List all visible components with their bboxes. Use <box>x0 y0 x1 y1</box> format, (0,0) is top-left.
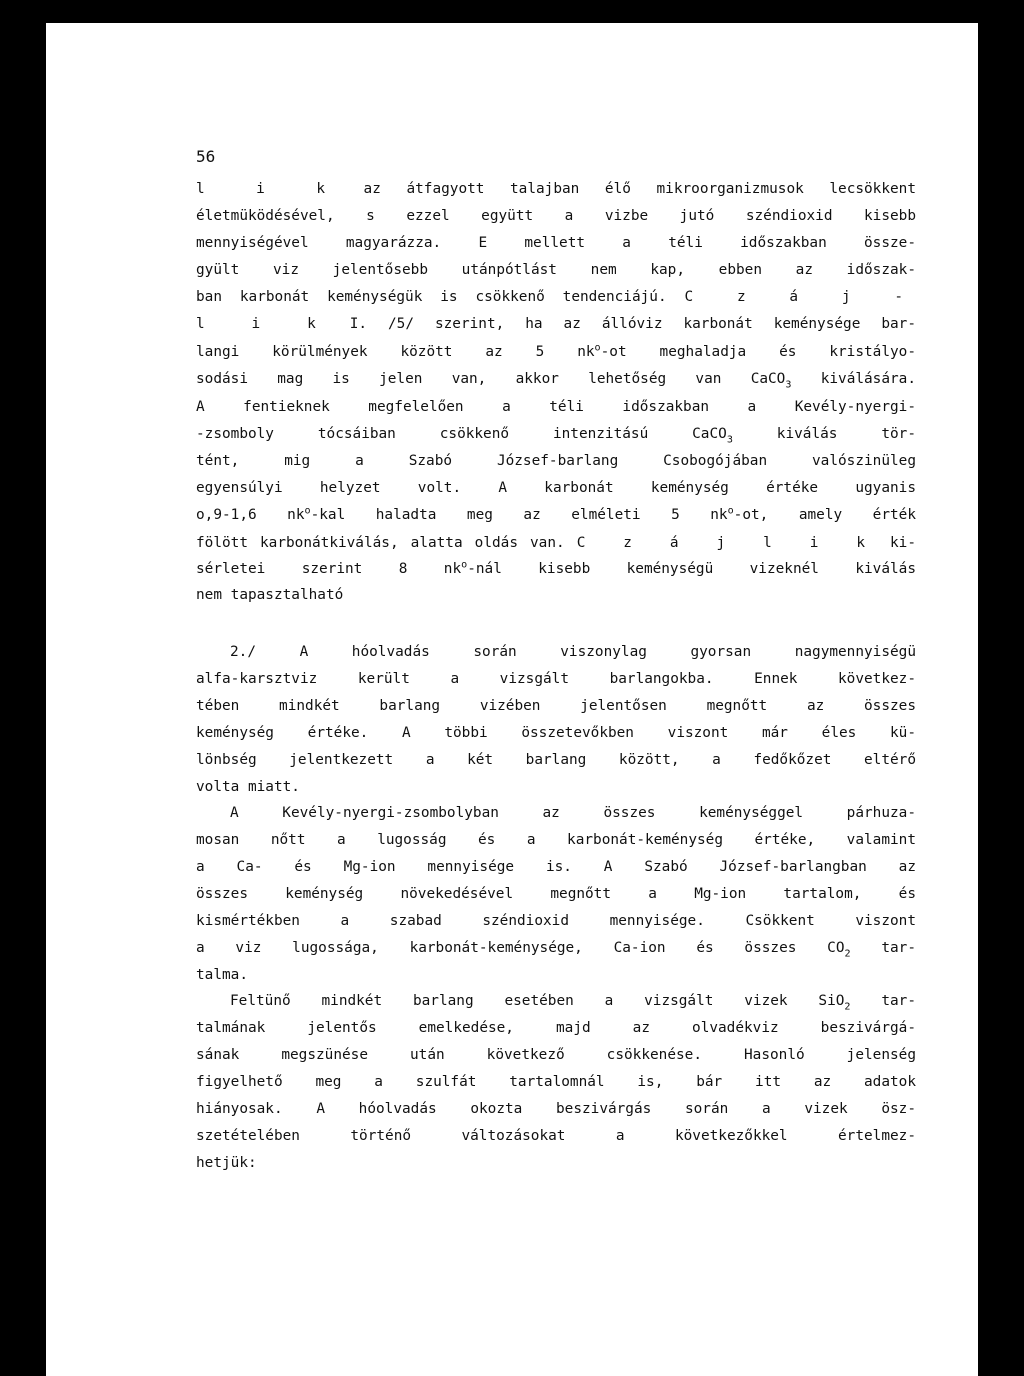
text-line <box>196 1123 916 1150</box>
superscript: o <box>594 342 601 354</box>
text-span: talma. <box>196 967 248 983</box>
text-line <box>196 1096 916 1123</box>
text-span: talmának jelentős emelkedése, majd az olvadékviz beszivárgá- <box>196 1020 916 1036</box>
text-line <box>230 988 916 1015</box>
text-span: szetételében történő változásokat a következőkkel értelmez- <box>196 1128 916 1144</box>
text-line <box>196 556 916 583</box>
page-number: 56 <box>196 147 216 166</box>
text-line <box>196 176 916 203</box>
text-line <box>196 1015 916 1042</box>
text-span: A fentieknek megfelelően a téli időszakban a Kevély-nyergi- <box>196 399 916 415</box>
text-span: keménység értéke. A többi összetevőkben viszont már éles kü- <box>196 725 916 741</box>
text-line <box>196 203 916 230</box>
text-line <box>196 935 916 962</box>
text-span: tar- <box>850 993 916 1009</box>
text-span: mennyiségével magyarázza. E mellett a téli időszakban össze- <box>196 235 916 251</box>
text-span: -nál kisebb keménységü vizeknél kiválás <box>467 561 916 577</box>
text-span: 2./ A hóolvadás során viszonylag gyorsan nagymennyiségü <box>230 644 916 660</box>
text-line <box>196 530 916 557</box>
text-span: ban karbonát keménységük is csökkenő tendenciájú. <box>196 289 685 305</box>
text-line <box>196 720 916 747</box>
spaced-author-name: C z á j - <box>684 289 916 305</box>
text-line <box>196 502 916 529</box>
subscript: 2 <box>844 1001 851 1013</box>
text-span: ki- <box>877 535 916 551</box>
text-span: o,9-1,6 nk <box>196 507 305 523</box>
spaced-author-name: l i k <box>196 316 329 332</box>
text-span: hetjük: <box>196 1155 257 1171</box>
text-span: összes keménység növekedésével megnőtt a Mg-ion tartalom, és <box>196 886 916 902</box>
text-span: -ot, amely érték <box>733 507 916 523</box>
text-span: -zsomboly tócsáiban csökkenő intenzitású CaCO <box>196 426 727 442</box>
text-line <box>196 421 916 448</box>
text-span: nem tapasztalható <box>196 587 344 603</box>
text-span: volta miatt. <box>196 779 300 795</box>
text-span: kismértékben a szabad széndioxid mennyisége. Csökkent viszont <box>196 913 916 929</box>
text-line <box>230 639 916 666</box>
subscript: 3 <box>726 434 733 446</box>
text-line <box>196 257 916 284</box>
text-span: langi körülmények között az 5 nk <box>196 344 595 360</box>
text-span: hiányosak. A hóolvadás okozta beszivárgás során a vizek ösz- <box>196 1101 916 1117</box>
text-span: kiválás tör- <box>732 426 916 442</box>
subscript: 3 <box>785 379 792 391</box>
text-span: tében mindkét barlang vizében jelentősen megnőtt az összes <box>196 698 916 714</box>
text-span: mosan nőtt a lugosság és a karbonát-keménység értéke, valamint <box>196 832 916 848</box>
text-span: tént, mig a Szabó József-barlang Csobogójában valószinüleg <box>196 453 916 469</box>
spaced-author-name: C z á j l i k <box>576 535 878 551</box>
text-span: fölött karbonátkiválás, alatta oldás van. <box>196 535 577 551</box>
text-line <box>196 774 300 801</box>
text-line <box>196 1150 257 1177</box>
text-line <box>196 311 916 338</box>
superscript: o <box>304 505 311 517</box>
text-span: az átfagyott talajban élő mikroorganizmusok lecsökkent <box>337 181 917 197</box>
text-line <box>196 448 916 475</box>
text-line <box>230 800 916 827</box>
text-line <box>196 908 916 935</box>
text-span: tar- <box>850 940 916 956</box>
text-span: a Ca- és Mg-ion mennyisége is. A Szabó József-barlangban az <box>196 859 916 875</box>
text-line <box>196 394 916 421</box>
text-span: sérletei szerint 8 nk <box>196 561 462 577</box>
text-line <box>196 1069 916 1096</box>
text-line <box>196 827 916 854</box>
text-line <box>196 881 916 908</box>
text-line <box>196 284 916 311</box>
text-span: I. /5/ szerint, ha az állóviz karbonát keménysége bar- <box>328 316 916 332</box>
text-line <box>196 1042 916 1069</box>
text-span: alfa-karsztviz került a vizsgált barlangokba. Ennek következ- <box>196 671 916 687</box>
text-line <box>196 747 916 774</box>
text-line <box>196 366 916 393</box>
text-line <box>196 475 916 502</box>
text-span: egyensúlyi helyzet volt. A karbonát keménység értéke ugyanis <box>196 480 916 496</box>
text-span: sodási mag is jelen van, akkor lehetőség van CaCO <box>196 371 786 387</box>
text-line <box>196 666 916 693</box>
text-line <box>196 582 343 609</box>
text-line <box>196 962 248 989</box>
superscript: o <box>727 505 734 517</box>
text-span: a viz lugossága, karbonát-keménysége, Ca-ion és összes CO <box>196 940 845 956</box>
text-line <box>196 854 916 881</box>
text-span: életmüködésével, s ezzel együtt a vizbe jutó széndioxid kisebb <box>196 208 916 224</box>
subscript: 2 <box>844 948 851 960</box>
superscript: o <box>461 559 468 571</box>
text-span: -ot meghaladja és kristályo- <box>600 344 916 360</box>
text-span: kiválására. <box>791 371 917 387</box>
spaced-author-name: l i k <box>196 181 338 197</box>
text-span: gyült viz jelentősebb utánpótlást nem kap, ebben az időszak- <box>196 262 916 278</box>
text-span: figyelhető meg a szulfát tartalomnál is, bár itt az adatok <box>196 1074 916 1090</box>
text-span: A Kevély-nyergi-zsombolyban az összes keménységgel párhuza- <box>230 805 916 821</box>
text-span: lönbség jelentkezett a két barlang között, a fedőkőzet eltérő <box>196 752 916 768</box>
text-line <box>196 230 916 257</box>
text-span: sának megszünése után következő csökkenése. Hasonló jelenség <box>196 1047 916 1063</box>
text-line <box>196 693 916 720</box>
text-span: -kal haladta meg az elméleti 5 nk <box>310 507 728 523</box>
text-span: Feltünő mindkét barlang esetében a vizsgált vizek SiO <box>230 993 845 1009</box>
text-line <box>196 339 916 366</box>
